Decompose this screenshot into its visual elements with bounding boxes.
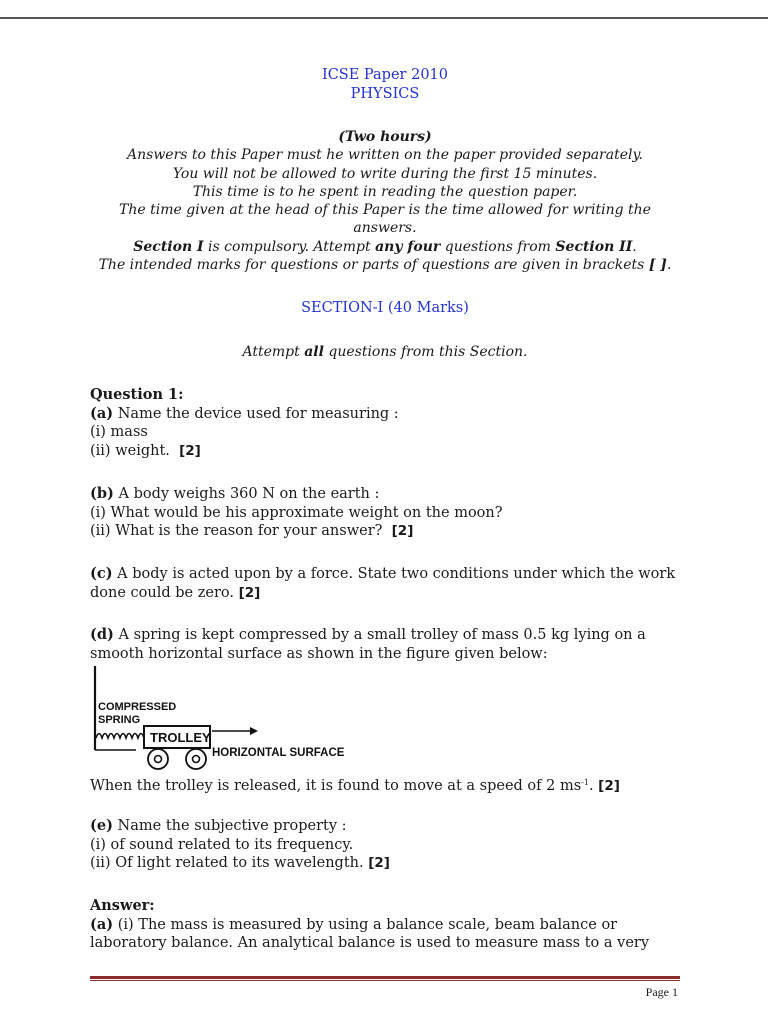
section-instruction: Attempt all questions from this Section. xyxy=(242,344,528,360)
label-trolley: TROLLEY xyxy=(150,730,211,745)
question-1-d-result: When the trolley is released, it is found to move at a speed of 2 $ms^{-1}$. [2] xyxy=(90,778,620,794)
paper-title: ICSE Paper 2010 xyxy=(321,67,448,83)
question-1-c: (c) A body is acted upon by a force. State two conditions under which the work done could be zero. [2] xyxy=(90,565,676,601)
instructions xyxy=(90,128,680,274)
top-rule xyxy=(0,17,768,19)
footer-rule xyxy=(90,976,680,979)
marks: [2] xyxy=(179,442,201,459)
section-title: SECTION-I (40 Marks) xyxy=(301,300,469,316)
wheel-left xyxy=(148,749,168,769)
marks: [2] xyxy=(598,778,620,794)
instruction-line-1: Answers to this Paper must he written on the paper provided separately. xyxy=(127,147,643,164)
question-1-a: Question 1: (a) Name the device used for measuring : (i) mass (ii) weight. [2] xyxy=(90,386,680,460)
instruction-line-6: The intended marks for questions or parts of questions are given in brackets [ ]. xyxy=(98,257,672,274)
instruction-line-3: This time is to he spent in reading the question paper. xyxy=(192,183,578,200)
instruction-line-4: The time given at the head of this Paper is the time allowed for writing the answers. xyxy=(119,202,651,237)
label-surface: HORIZONTAL SURFACE xyxy=(212,747,345,759)
answer-heading: Answer: xyxy=(90,897,155,914)
question-1-b: (b) A body weighs 360 N on the earth : (i) What would be his approximate weight on the moon? (ii) What is the reason for your answer? [2] xyxy=(90,485,503,540)
instruction-line-5: Section I is compulsory. Attempt any four questions from Section II. xyxy=(133,238,637,255)
question-1-d: (d) A spring is kept compressed by a small trolley of mass 0.5 kg lying on a smooth horizontal surface as shown in the figure given below: xyxy=(90,626,646,662)
answer-section: Answer: (a) (i) The mass is measured by using a balance scale, beam balance or laboratory balance. An analytical balance is used to measure mass to a very xyxy=(90,897,680,953)
label-compressed: COMPRESSED xyxy=(98,701,177,713)
duration: (Two hours) xyxy=(338,129,432,145)
instruction-line-2: You will not be allowed to write during the first 15 minutes. xyxy=(172,165,598,182)
marks: [2] xyxy=(238,584,261,601)
trolley-spring-figure xyxy=(90,662,390,772)
page-number: Page 1 xyxy=(645,985,678,999)
spring-coil xyxy=(96,734,144,739)
question-1-e: (e) Name the subjective property : (i) of sound related to its frequency. (ii) Of light related to its wavelength. [2] xyxy=(90,817,390,872)
wheel-right xyxy=(186,749,206,769)
subject-title: PHYSICS xyxy=(350,86,420,102)
question-heading: Question 1: xyxy=(90,386,184,403)
label-spring: SPRING xyxy=(98,714,141,726)
marks: [2] xyxy=(391,523,414,540)
marks: [2] xyxy=(368,855,390,872)
